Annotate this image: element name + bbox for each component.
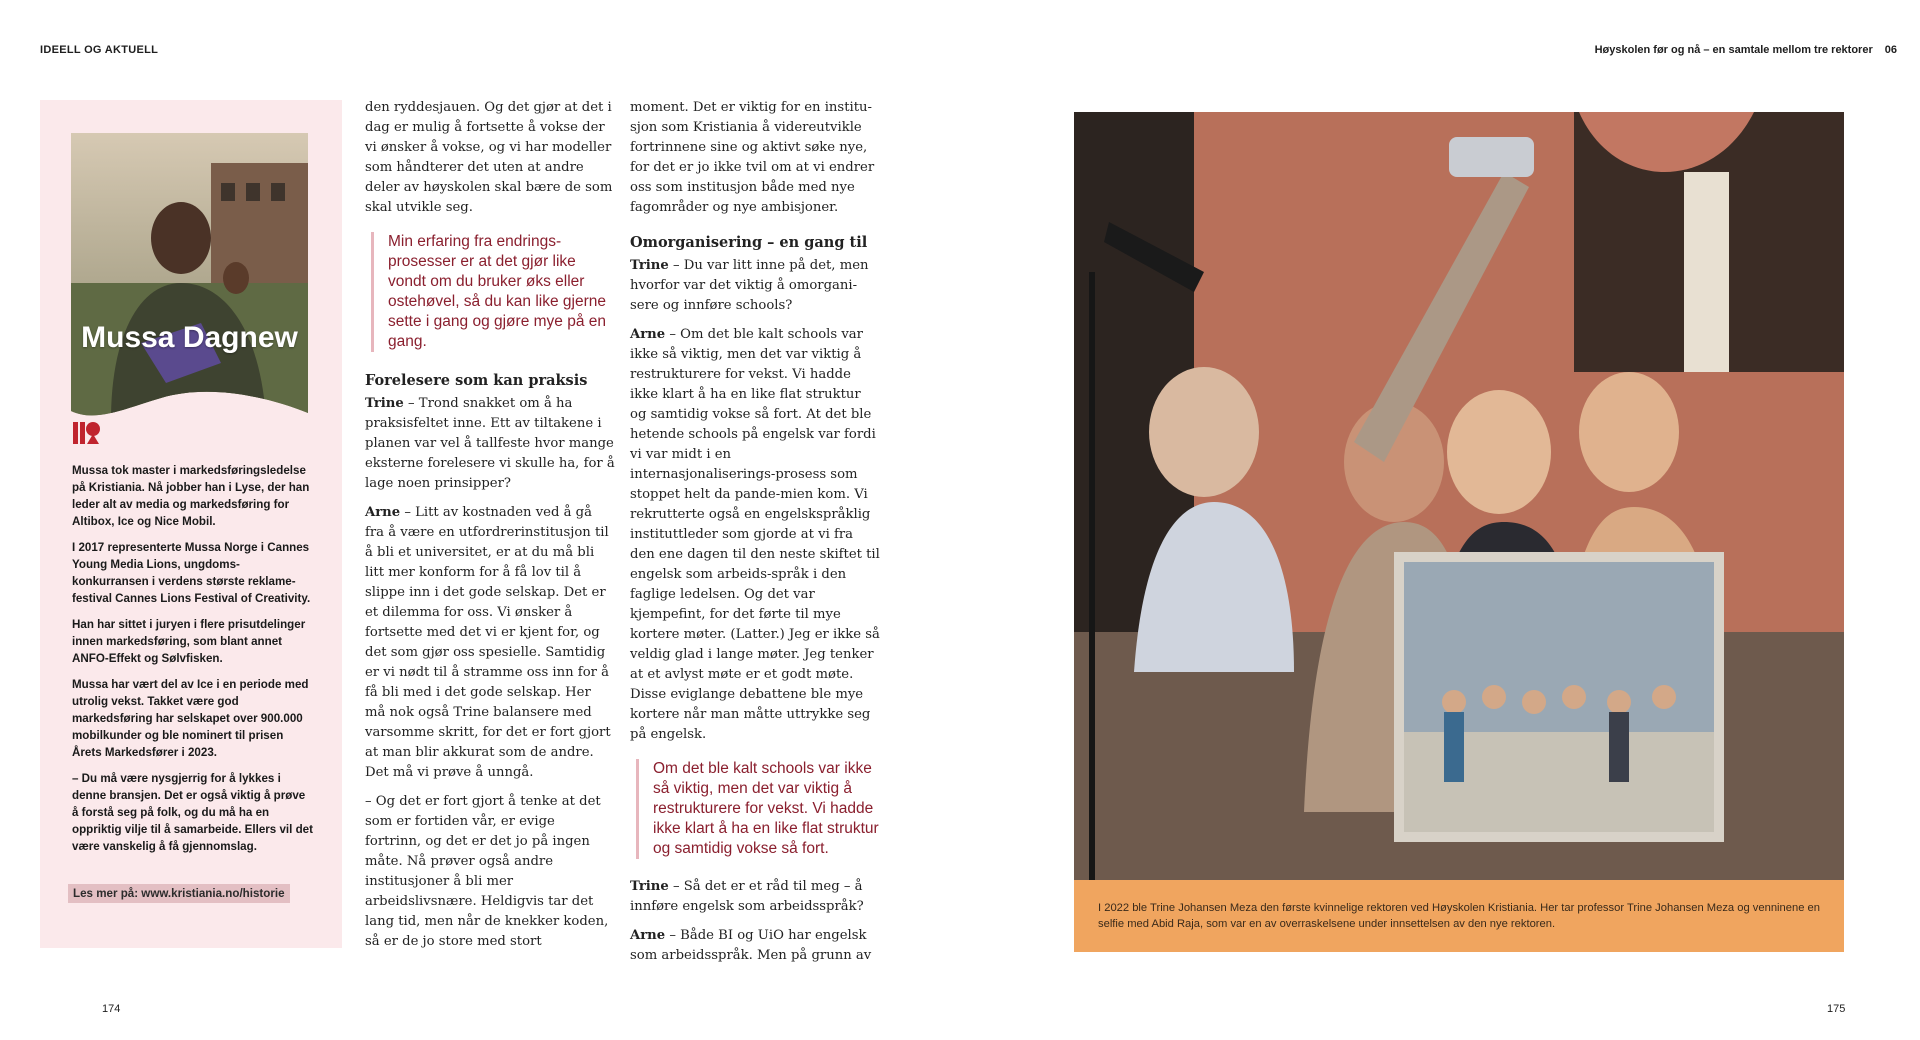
body-paragraph	[630, 325, 880, 745]
speaker-name: Arne	[630, 928, 666, 943]
section-label: IDEELL OG AKTUELL	[40, 44, 159, 56]
speaker-name: Trine	[630, 258, 669, 273]
body-paragraph	[365, 503, 615, 783]
portrait-photo	[71, 133, 308, 420]
bio-paragraph: I 2017 representerte Mussa Norge i Cannes Young Media Lions, ungdoms-konkurransen i verdens største reklame-festival Cannes Lions Festival of Creativity.	[72, 541, 311, 605]
pull-quote: Min erfaring fra endrings-prosesser er at det gjør like vondt om du bruker øks eller ostehøvel, så du kan like gjerne sette i gang og gjøre mye på en gang.	[371, 232, 615, 352]
speaker-text: – Både BI og UiO har engelsk som arbeidsspråk. Men på grunn av	[630, 928, 872, 963]
body-paragraph: den ryddesjauen. Og det gjør at det i dag er mulig å fortsette å vokse der vi ønsker å vokse, og vi har modeller som håndterer det uten at andre deler av høyskolen skal bære de som skal utvikle seg.	[365, 100, 613, 215]
profile-name: Mussa Dagnew	[81, 321, 298, 354]
photo-caption: I 2022 ble Trine Johansen Meza den første kvinnelige rektoren ved Høyskolen Kristiania. Her tar professor Trine Johansen Meza og venninene en selfie med Abid Raja, som var en av overraskelsene under innsettelsen av den nye rektoren.	[1074, 880, 1844, 952]
bio-paragraph: Mussa tok master i markedsføringsledelse på Kristiania. Nå jobber han i Lyse, der han leder alt av media og markedsføring for Altibox, Ice og Nice Mobil.	[72, 464, 310, 528]
speaker-name: Arne	[630, 327, 666, 342]
body-paragraph	[630, 256, 880, 316]
section-heading: Omorganisering – en gang til	[630, 234, 868, 251]
running-header	[1595, 44, 1897, 56]
speaker-name: Arne	[365, 505, 401, 520]
selfie-photo	[1074, 112, 1844, 880]
page-number-right: 175	[1827, 1003, 1846, 1015]
section-heading: Forelesere som kan praksis	[365, 372, 588, 389]
bio-paragraph: Mussa har vært del av Ice i en periode med utrolig vekst. Takket være god markedsføring har selskapet over 900.000 mobilkunder og ble nominert til prisen Årets Markedsfører i 2023.	[72, 678, 309, 759]
read-more-link[interactable]: Les mer på: www.kristiania.no/historie	[68, 884, 290, 903]
speaker-text: – Om det ble kalt schools var ikke så viktig, men det var viktig å restrukturere for vekst. Vi hadde ikke klart å ha en like flat struktur og samtidig vokse så fort. At det ble hetende schools på engelsk var fordi vi var midt i en internasjonaliserings-prosess som stoppet helt da pande-mien kom. Vi rekrutterte også en engelskspråklig instituttleder som gjorde at vi fra den ene dagen til den neste skiftet til engelsk som arbeids-språk i den faglige ledelsen. Og det var kjempefint, for det førte til mye kortere møter. (Latter.) Jeg er ikke så veldig glad i lange møter. Jeg tenker at et avlyst møte er et godt møte. Disse eviglange debattene ble mye kortere når man måtte uttrykke seg på engelsk.	[630, 327, 880, 742]
speaker-text: – Litt av kostnaden ved å gå fra å være en utfordrerinstitusjon til å bli et universitet, er at du må bli litt mer konform for å få lov til å slippe inn i det gode selskap. Det er et dilemma for oss. Vi ønsker å fortsette med det vi er kjent for, og det som gjør oss spesielle. Samtidig er vi nødt til å stramme oss inn for å få bli med i det gode selskap. Her må nok også Trine balansere med varsomme skritt, for det er fort gjort at man blir akkurat som de andre. Det må vi prøve å unngå.	[365, 505, 611, 780]
text-column-1	[365, 98, 615, 961]
profile-bio	[72, 462, 314, 864]
body-paragraph: – Og det er fort gjort å tenke at det som er fortiden vår, er evige fortrinn, og det er det jo på ingen måte. Nå prøver også andre institusjoner å bli mer arbeidslivsnære. Heldigvis tar det lang tid, men når de knekker koden, så er de jo store med stort	[365, 794, 609, 949]
kristiania-logo-icon	[71, 418, 103, 448]
speaker-name: Trine	[630, 879, 669, 894]
bio-paragraph: Han har sittet i juryen i flere prisutdelinger innen markedsføring, som blant annet ANFO-Effekt og Sølvfisken.	[72, 618, 306, 665]
body-paragraph	[630, 926, 880, 966]
profile-sidebar	[40, 100, 342, 948]
body-paragraph	[630, 877, 880, 917]
running-title: Høyskolen før og nå – en samtale mellom tre rektorer	[1594, 44, 1873, 56]
chapter-number: 06	[1884, 44, 1897, 56]
body-paragraph: moment. Det er viktig for en institu-sjon som Kristiania å videreutvikle fortrinnene sine og aktivt søke nye, for det er jo ikke tvil om at vi endrer oss som institusjon både med nye fagområder og nye ambisjoner.	[630, 100, 875, 215]
pull-quote: Om det ble kalt schools var ikke så viktig, men det var viktig å restrukturere for vekst. Vi hadde ikke klart å ha en like flat struktur og samtidig vokse så fort.	[636, 759, 880, 859]
page-number-left: 174	[102, 1003, 121, 1015]
speaker-text: – Trond snakket om å ha praksisfeltet inne. Ett av tiltakene i planen var vel å tallfeste hvor mange eksterne forelesere vi skulle ha, for å lage noen prinsipper?	[365, 396, 615, 491]
speaker-text: – Du var litt inne på det, men hvorfor var det viktig å omorgani-sere og innføre schools?	[630, 258, 869, 313]
speaker-name: Trine	[365, 396, 404, 411]
bio-paragraph: – Du må være nysgjerrig for å lykkes i denne bransjen. Det er også viktig å prøve å forstå seg på folk, og du må ha en oppriktig vilje til å samarbeide. Ellers vil det være vanskelig å få gjennomslag.	[72, 772, 313, 853]
speaker-text: – Så det er et råd til meg – å innføre engelsk som arbeidsspråk?	[630, 879, 864, 914]
text-column-2	[630, 98, 880, 975]
body-paragraph	[365, 394, 615, 494]
